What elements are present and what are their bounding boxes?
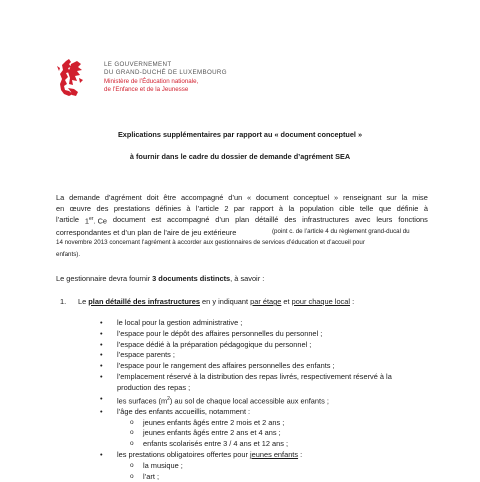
word: être xyxy=(163,193,177,202)
list-item xyxy=(100,350,392,361)
bullet-list xyxy=(100,318,392,482)
word: avec xyxy=(354,215,371,225)
word: que xyxy=(378,204,392,214)
word: l’article xyxy=(195,204,219,214)
word: doit xyxy=(146,193,159,202)
list-item-text: les surfaces (m xyxy=(117,396,168,406)
word: 1 xyxy=(84,216,90,226)
government-header xyxy=(104,61,227,94)
list-item-text: ) au sol de chaque local accessible aux enfants ; xyxy=(169,396,329,406)
word: la xyxy=(288,204,295,214)
word: conceptuel xyxy=(293,193,330,202)
circle-bullet-icon: o xyxy=(130,472,134,480)
superscript: 2 xyxy=(167,395,170,402)
sub-list-item xyxy=(100,472,392,482)
government-title: LE GOUVERNEMENT xyxy=(104,61,172,68)
item-text-pre: Le xyxy=(78,297,89,306)
word: des xyxy=(284,215,297,225)
list-item-text: les prestations obligatoires offertes pour xyxy=(117,450,250,460)
bullet-icon: • xyxy=(100,406,103,416)
word: document xyxy=(256,193,289,202)
word: infrastructures xyxy=(302,215,349,225)
government-subtitle: DU GRAND-DUCHÉ DE LUXEMBOURG xyxy=(104,69,227,77)
word: en xyxy=(56,204,65,214)
word: population xyxy=(299,204,334,214)
word: telle xyxy=(359,204,374,214)
word: d’agrément xyxy=(104,193,142,202)
sub-list-item-text: enfants scolarisés entre 3 / 4 ans et 12 ans ; xyxy=(143,439,289,449)
word: œuvre xyxy=(69,204,92,214)
word: plan xyxy=(235,215,250,225)
word: mise xyxy=(412,193,428,202)
item-underline-2: pour chaque local xyxy=(291,297,351,306)
word: accompagné xyxy=(167,215,210,225)
bullet-icon: • xyxy=(100,361,103,371)
word: des xyxy=(96,204,109,214)
word: par xyxy=(233,204,245,214)
list-item-text: le local pour la gestion administrative ; xyxy=(117,318,243,327)
document-subtitle: à fournir dans le cadre du dossier de demande d’agrément SEA xyxy=(129,152,351,161)
word: définies xyxy=(155,204,181,214)
word: accompagné xyxy=(181,193,224,202)
item-text-mid1: en y indiquant xyxy=(200,297,251,306)
bullet-icon: • xyxy=(100,371,103,381)
word: la xyxy=(401,193,408,202)
item-title: plan détaillé des infrastructures xyxy=(88,297,200,306)
legal-reference-line-3: enfants). xyxy=(56,250,81,258)
bullet-icon: • xyxy=(100,339,103,349)
word: « xyxy=(247,193,252,202)
list-item-underline: jeunes enfants xyxy=(249,450,299,460)
item-number: 1. xyxy=(60,297,67,306)
word: prestations xyxy=(113,204,150,214)
word: leurs xyxy=(376,215,393,225)
word: . Ce xyxy=(93,216,108,226)
word: » xyxy=(333,193,339,202)
list-item xyxy=(100,318,392,329)
superscript: er xyxy=(89,216,94,223)
circle-bullet-icon: o xyxy=(130,418,134,426)
circle-bullet-icon: o xyxy=(130,429,134,437)
word: 2 xyxy=(224,204,229,214)
word: définie xyxy=(396,204,419,214)
sub-list-item xyxy=(100,418,392,429)
ministry-name-line2: de l’Enfance et de la Jeunesse xyxy=(104,85,189,93)
list-item xyxy=(100,394,392,407)
word: fonctions xyxy=(398,215,428,225)
item-text-mid2: et xyxy=(281,297,292,306)
paragraph-line-2 xyxy=(56,203,428,214)
sub-list-item xyxy=(100,428,392,439)
word: cible xyxy=(339,204,355,214)
documents-intro xyxy=(56,274,264,283)
legal-reference-line-2: 14 novembre 2013 concernant l’agrément à accorder aux gestionnaires de services d’éducation et d’accueil pour xyxy=(56,239,365,247)
word: à xyxy=(186,204,191,214)
numbered-item-1 xyxy=(56,297,354,306)
word: demande xyxy=(69,193,100,202)
list-item-text: l’espace pour le dépôt des affaires personnelles du personnel ; xyxy=(117,328,323,338)
list-item-text: : xyxy=(298,450,303,460)
sub-list-item-text: la musique ; xyxy=(143,460,183,470)
word: à xyxy=(278,204,284,214)
list-item-text: l’espace pour le rangement des affaires personnelles des enfants ; xyxy=(117,361,335,371)
list-item xyxy=(100,361,392,372)
word: est xyxy=(151,215,162,225)
list-item xyxy=(100,329,392,340)
paragraph-text: correspondantes et d’un plan de l’aire de jeu extérieure xyxy=(56,228,237,238)
bullet-icon: • xyxy=(100,450,103,460)
word: l’article xyxy=(56,215,79,225)
word: à xyxy=(423,204,428,214)
legal-reference xyxy=(56,226,410,260)
sub-list-item xyxy=(100,461,392,472)
list-item-continuation: production des repas ; xyxy=(117,382,191,392)
bullet-icon: • xyxy=(100,328,103,338)
word: document xyxy=(112,215,146,225)
word: sur xyxy=(386,193,397,202)
list-item-text: l’espace dédié à la préparation pédagogique du personnel ; xyxy=(117,339,312,349)
bullet-icon: • xyxy=(100,393,103,403)
item-underline-1: par étage xyxy=(250,297,282,306)
list-item-text: l’espace parents ; xyxy=(117,350,175,360)
legal-reference-line-1: (point c. de l’article 4 du règlement grand-ducal du xyxy=(272,228,410,235)
list-item xyxy=(100,340,392,351)
list-item-text: l’âge des enfants accueillis, notamment : xyxy=(117,406,251,416)
luxembourg-lion-logo-icon xyxy=(56,58,84,98)
word: d’un xyxy=(228,193,243,202)
circle-bullet-icon: o xyxy=(130,461,134,469)
word: La xyxy=(56,193,65,202)
list-item xyxy=(100,407,392,418)
intro-suffix: , à savoir : xyxy=(230,274,265,283)
bullet-icon: • xyxy=(100,350,103,360)
ministry-name-line1: Ministère de l’Éducation nationale, xyxy=(104,77,199,85)
word: d’un xyxy=(215,215,230,225)
list-item-text: l’emplacement réservé à la distribution des repas livrés, respectivement réservé à la xyxy=(117,371,392,381)
sub-list-item-text: jeunes enfants âgés entre 2 mois et 2 ans ; xyxy=(143,417,285,427)
sub-list-item-text: l’art ; xyxy=(143,471,160,481)
sub-list-item xyxy=(100,439,392,450)
list-item xyxy=(100,450,392,461)
sub-list-item-text: jeunes enfants âgés entre 2 ans et 4 ans ; xyxy=(143,428,281,438)
document-title: Explications supplémentaires par rapport au « document conceptuel » xyxy=(117,130,363,139)
paragraph-line-1 xyxy=(56,192,428,203)
word: rapport xyxy=(250,204,274,214)
intro-bold: 3 documents distincts xyxy=(152,274,231,283)
list-item xyxy=(100,372,392,383)
bullet-icon: • xyxy=(100,318,103,327)
circle-bullet-icon: o xyxy=(130,440,134,448)
item-text-end: : xyxy=(350,297,355,306)
intro-prefix: Le gestionnaire devra fournir xyxy=(56,274,153,283)
word: renseignant xyxy=(342,193,382,202)
word: détaillé xyxy=(255,215,279,225)
